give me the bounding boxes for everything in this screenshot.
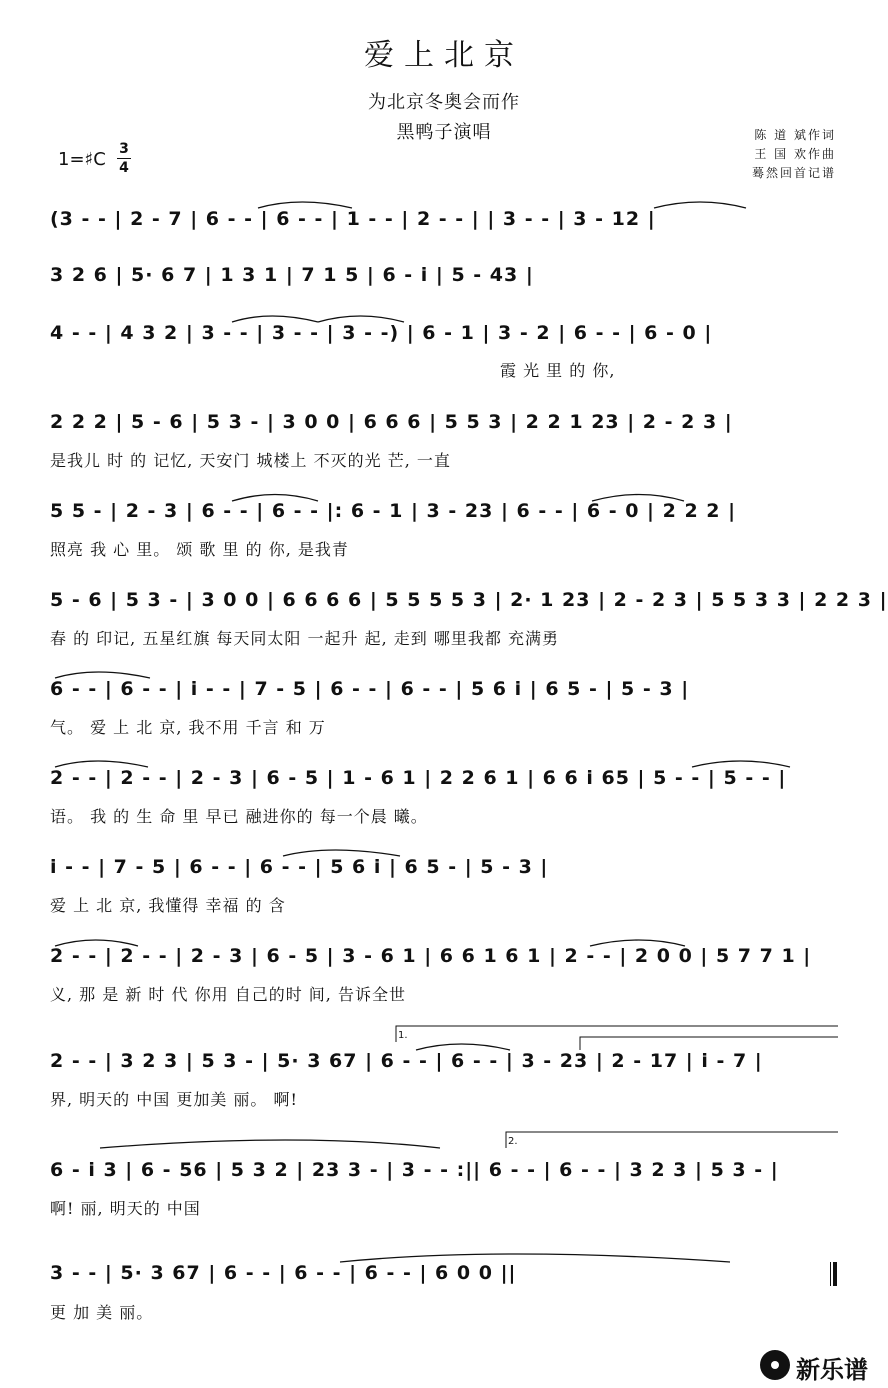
brand-name: 新乐谱	[796, 1356, 868, 1384]
staff-line-5: 5 5 - | 2 - 3 | 6 - - | 6 - - |: 6 - 1 | 3 - 23 | 6 - - | 6 - 0 | 2 2 2 |	[50, 500, 737, 522]
lyricist-credit: 陈 道 斌作词	[754, 128, 836, 142]
staff-line-10: 2 - - | 2 - - | 2 - 3 | 6 - 5 | 3 - 6 1 | 6 6 1 6 1 | 2 - - | 2 0 0 | 5 7 7 1 |	[50, 945, 812, 967]
lyrics-line-6: 春 的 印记, 五星红旗 每天同太阳 一起升 起, 走到 哪里我都 充满勇	[50, 629, 559, 648]
song-title: 爱上北京	[364, 38, 524, 73]
lyrics-line-3: 霞 光 里 的 你,	[500, 361, 616, 380]
composer-credit: 王 国 欢作曲	[754, 147, 836, 161]
staff-line-11: 2 - - | 3 2 3 | 5 3 - | 5· 3 67 | 6 - - | 6 - - | 3 - 23 | 2 - 17 | i - 7 |	[50, 1050, 763, 1072]
staff-line-7: 6 - - | 6 - - | i - - | 7 - 5 | 6 - - | 6 - - | 5 6 i | 6 5 - | 5 - 3 |	[50, 678, 690, 700]
lyrics-line-13: 更 加 美 丽。	[50, 1303, 154, 1322]
lyrics-line-4: 是我儿 时 的 记忆, 天安门 城楼上 不灭的光 芒, 一直	[50, 451, 451, 470]
staff-line-1: (3 - - | 2 - 7 | 6 - - | 6 - - | 1 - - | 2 - - | | 3 - - | 3 - 12 |	[50, 208, 656, 230]
lyrics-line-11: 界, 明天的 中国 更加美 丽。 啊!	[50, 1090, 298, 1109]
first-ending-marker: 1.	[398, 1030, 408, 1041]
lyrics-line-7: 气。 爱 上 北 京, 我不用 千言 和 万	[50, 718, 326, 737]
staff-line-8: 2 - - | 2 - - | 2 - 3 | 6 - 5 | 1 - 6 1 | 2 2 6 1 | 6 6 i 65 | 5 - - | 5 - - |	[50, 767, 787, 789]
staff-line-12: 6 - i 3 | 6 - 56 | 5 3 2 | 23 3 - | 3 - - :|| 6 - - | 6 - - | 3 2 3 | 5 3 - |	[50, 1159, 779, 1181]
staff-line-4: 2 2 2 | 5 - 6 | 5 3 - | 3 0 0 | 6 6 6 | 5 5 3 | 2 2 1 23 | 2 - 2 3 |	[50, 411, 733, 433]
staff-line-2: 3 2 6 | 5· 6 7 | 1 3 1 | 7 1 5 | 6 - i | 5 - 43 |	[50, 264, 534, 286]
brand-logo	[760, 1344, 884, 1384]
staff-line-13: 3 - - | 5· 3 67 | 6 - - | 6 - - | 6 - - | 6 0 0 ||	[50, 1262, 517, 1284]
second-ending-marker: 2.	[508, 1136, 518, 1147]
lyrics-line-9: 爱 上 北 京, 我懂得 幸福 的 含	[50, 896, 286, 915]
music-disc-icon	[760, 1350, 790, 1380]
performer: 黑鸭子演唱	[396, 122, 492, 143]
final-barline	[830, 1262, 837, 1286]
time-signature-top: 3	[119, 141, 129, 157]
lyrics-line-12: 啊! 丽, 明天的 中国	[50, 1199, 201, 1218]
subtitle: 为北京冬奥会而作	[368, 92, 520, 113]
lyrics-line-10: 义, 那 是 新 时 代 你用 自己的时 间, 告诉全世	[50, 985, 406, 1004]
time-signature-bottom: 4	[117, 158, 131, 177]
transcriber-credit: 蓦然回首记谱	[751, 166, 836, 180]
staff-line-3: 4 - - | 4 3 2 | 3 - - | 3 - - | 3 - -) | 6 - 1 | 3 - 2 | 6 - - | 6 - 0 |	[50, 322, 713, 344]
key-signature: 1=♯C	[58, 149, 106, 170]
staff-line-9: i - - | 7 - 5 | 6 - - | 6 - - | 5 6 i | 6 5 - | 5 - 3 |	[50, 856, 549, 878]
staff-line-6: 5 - 6 | 5 3 - | 3 0 0 | 6 6 6 6 | 5 5 5 5 3 | 2· 1 23 | 2 - 2 3 | 5 5 3 3 | 2 2 3 |	[50, 589, 888, 611]
lyrics-line-8: 语。 我 的 生 命 里 早已 融进你的 每一个晨 曦。	[50, 807, 428, 826]
lyrics-line-5: 照亮 我 心 里。 颂 歌 里 的 你, 是我青	[50, 540, 349, 559]
